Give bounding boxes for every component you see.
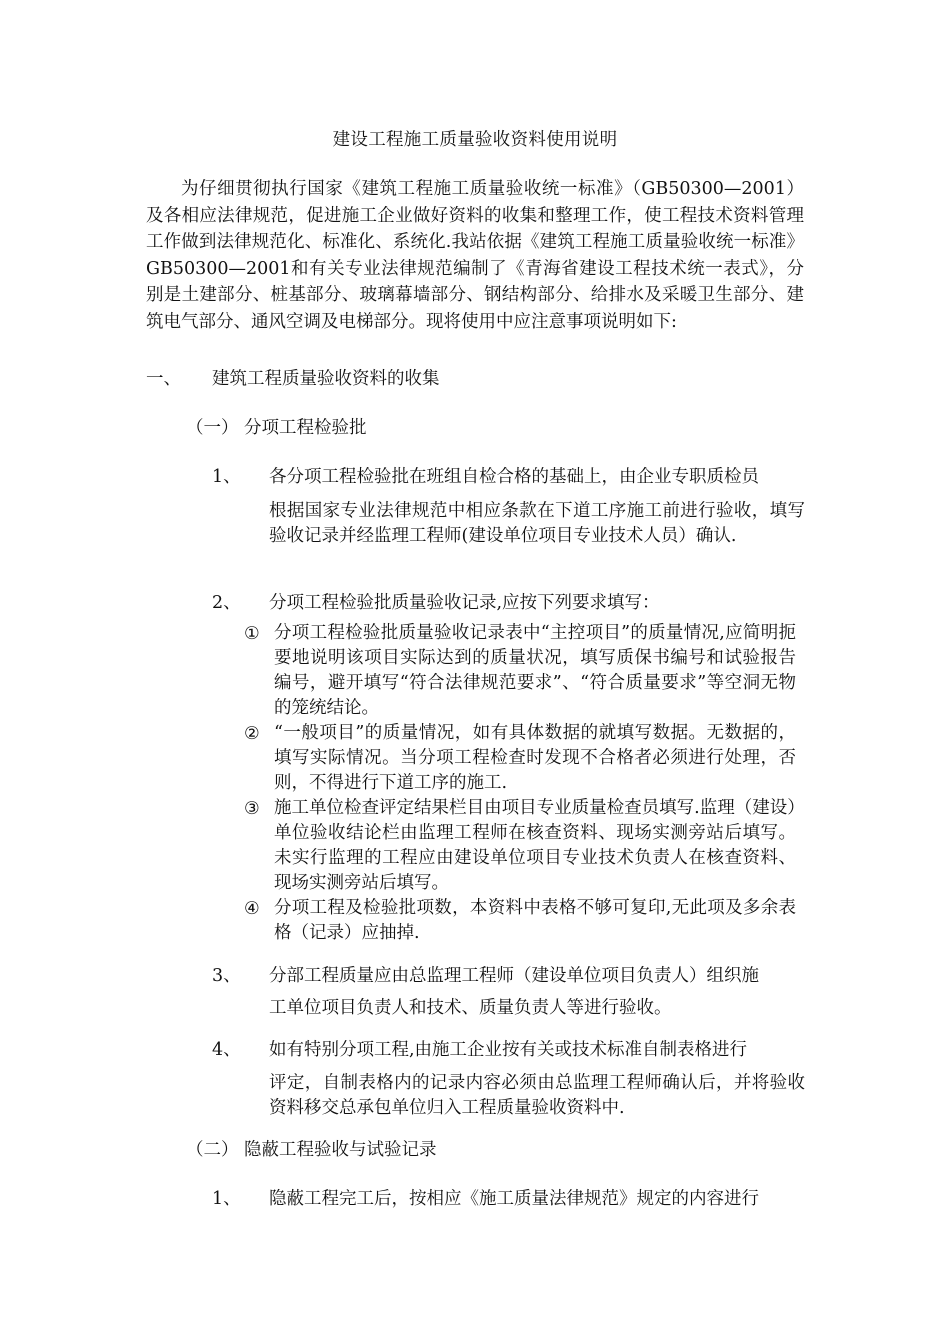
subsection-heading-1 xyxy=(186,414,367,439)
section-number: 一、 xyxy=(146,369,181,389)
item-first-line: 分项工程检验批质量验收记录,应按下列要求填写： xyxy=(269,593,660,613)
item-number: 2、 xyxy=(212,593,241,613)
intro-paragraph: 为仔细贯彻执行国家《建筑工程施工质量验收统一标准》（GB50300—2001）及各相应法律规范，促进施工企业做好资料的收集和整理工作，使工程技术资料管理工作做到法律规范化、标准化、系统化.我站依据《建筑工程施工质量验收统一标准》GB50300—2001和有关专业法律规范编制了《青海省建设工程技术统一表式》，分别是土建部分、桩基部分、玻璃幕墙部分、钢结构部分、给排水及采暖卫生部分、建筑电气部分、通风空调及电梯部分。现将使用中应注意事项说明如下: xyxy=(146,179,804,332)
subsection-title: 隐蔽工程验收与试验记录 xyxy=(244,1140,437,1160)
item-first-line: 如有特别分项工程,由施工企业按有关或技术标准自制表格进行 xyxy=(269,1040,748,1060)
document-title: 建设工程施工质量验收资料使用说明 xyxy=(332,130,618,150)
item-continuation: 评定，自制表格内的记录内容必须由总监理工程师确认后，并将验收资料移交总承包单位归入工程质量验收资料中. xyxy=(269,1073,805,1118)
circled-item-text: 分项工程检验批质量验收记录表中“主控项目”的质量情况,应简明扼要地说明该项目实际达到的质量状况，填写质保书编号和试验报告编号，避开填写“符合法律规范要求”、“符合质量要求”等空洞无物的笼统结论。 xyxy=(274,623,796,718)
item-number: 3、 xyxy=(212,966,241,986)
section-heading-1 xyxy=(146,365,440,390)
circled-item-text: 分项工程及检验批项数，本资料中表格不够可复印,无此项及多余表格（记录）应抽掉. xyxy=(274,898,796,943)
circled-number: ② xyxy=(244,724,260,744)
circled-item-text: “一般项目”的质量情况，如有具体数据的就填写数据。无数据的，填写实际情况。当分项工程检查时发现不合格者必须进行处理，否则，不得进行下道工序的施工. xyxy=(274,723,796,793)
circled-number: ③ xyxy=(244,799,260,819)
subsection-number: （二） xyxy=(186,1140,239,1160)
subsection-number: （一） xyxy=(186,418,239,438)
item-number: 1、 xyxy=(212,467,241,487)
item-continuation: 工单位项目负责人和技术、质量负责人等进行验收。 xyxy=(269,998,672,1018)
subsection-title: 分项工程检验批 xyxy=(244,418,367,438)
subsection-heading-2 xyxy=(186,1136,437,1161)
item-first-line: 分部工程质量应由总监理工程师（建设单位项目负责人）组织施 xyxy=(269,966,759,986)
item-continuation: 根据国家专业法律规范中相应条款在下道工序施工前进行验收，填写验收记录并经监理工程师(建设单位项目专业技术人员）确认. xyxy=(269,501,805,546)
item-number: 4、 xyxy=(212,1040,241,1060)
section-title: 建筑工程质量验收资料的收集 xyxy=(212,369,440,389)
item-first-line: 各分项工程检验批在班组自检合格的基础上，由企业专职质检员 xyxy=(269,467,759,487)
item-number: 1、 xyxy=(212,1189,241,1209)
circled-item-text: 施工单位检查评定结果栏目由项目专业质量检查员填写.监理（建设）单位验收结论栏由监理工程师在核查资料、现场实测旁站后填写。未实行监理的工程应由建设单位项目专业技术负责人在核查资料、现场实测旁站后填写。 xyxy=(274,798,796,893)
circled-number: ④ xyxy=(244,899,260,919)
item-first-line: 隐蔽工程完工后，按相应《施工质量法律规范》规定的内容进行 xyxy=(269,1189,759,1209)
circled-number: ① xyxy=(244,624,260,644)
